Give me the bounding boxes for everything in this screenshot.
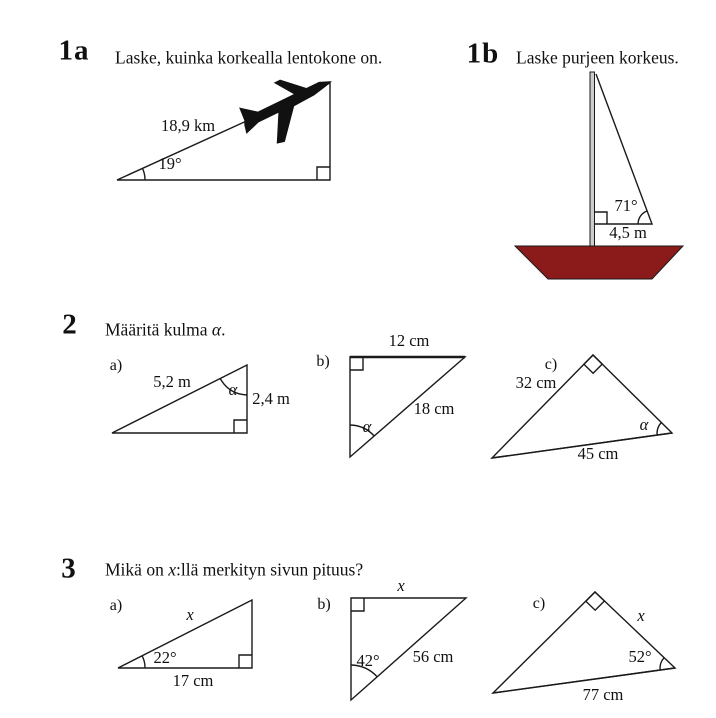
label-3c-base: 77 cm xyxy=(582,685,624,704)
label-2a-hypotenuse: 5,2 m xyxy=(153,372,191,391)
angle-arc-2c xyxy=(657,423,661,436)
label-1b-base: 4,5 m xyxy=(609,223,647,242)
label-2c-base: 45 cm xyxy=(577,444,619,463)
right-angle-mark-3b xyxy=(351,598,364,611)
problem-2-number: 2 xyxy=(62,308,78,341)
label-3a-x: x xyxy=(186,605,194,624)
figure-1b-sailboat xyxy=(515,72,683,279)
label-2b-top: 12 cm xyxy=(388,331,430,350)
right-angle-mark-1a xyxy=(317,167,330,180)
angle-arc-3c xyxy=(660,658,664,670)
part-label-3c: c) xyxy=(532,595,546,612)
part-label-2c: c) xyxy=(544,356,558,373)
label-2b-alpha: α xyxy=(362,417,372,436)
label-3b-angle: 42° xyxy=(356,651,380,670)
problem-2-title-suffix: . xyxy=(221,319,226,340)
label-3c-x: x xyxy=(637,606,645,625)
part-label-2a: a) xyxy=(109,357,123,374)
problem-2-title-prefix: Määritä kulma xyxy=(105,319,212,340)
problem-1b-number: 1b xyxy=(466,37,500,70)
part-label-3a: a) xyxy=(109,597,123,614)
problem-1a-number: 1a xyxy=(58,34,90,67)
label-2b-hypotenuse: 18 cm xyxy=(413,399,455,418)
right-angle-diamond-3c xyxy=(586,592,605,610)
right-angle-mark-2a xyxy=(234,420,247,433)
angle-arc-1a xyxy=(143,168,146,180)
problem-1a-title: Laske, kuinka korkealla lentokone on. xyxy=(115,47,383,68)
label-3b-x: x xyxy=(397,576,405,595)
label-2c-side: 32 cm xyxy=(515,373,557,392)
problem-3-title-prefix: Mikä on xyxy=(105,559,169,580)
figure-3a-triangle xyxy=(118,600,252,668)
right-angle-mark-3a xyxy=(239,655,252,668)
label-3a-angle: 22° xyxy=(153,648,177,667)
figure-3c-triangle xyxy=(493,592,675,693)
sailboat-hull-icon xyxy=(515,246,683,279)
figure-1a-triangle xyxy=(117,60,347,180)
triangle-3a xyxy=(118,600,252,668)
problem-3-title-suffix: :llä merkityn sivun pituus? xyxy=(175,559,364,580)
right-angle-mark-2b xyxy=(350,357,363,370)
right-angle-mark-1b xyxy=(594,212,607,224)
part-label-2b: b) xyxy=(316,353,330,370)
label-1a-hypotenuse: 18,9 km xyxy=(160,116,216,135)
figure-2c-triangle xyxy=(492,355,672,458)
label-1b-angle: 71° xyxy=(614,196,638,215)
label-2a-alpha: α xyxy=(228,380,238,399)
label-2a-side: 2,4 m xyxy=(252,389,290,408)
problem-2-title xyxy=(105,320,225,341)
label-3b-hypotenuse: 56 cm xyxy=(412,647,454,666)
label-1a-angle: 19° xyxy=(158,154,182,173)
triangle-2c xyxy=(492,355,672,458)
label-3a-base: 17 cm xyxy=(172,671,214,690)
triangle-3c xyxy=(493,592,675,693)
angle-arc-3a xyxy=(142,656,145,668)
part-label-3b: b) xyxy=(317,596,331,613)
problem-3-number: 3 xyxy=(61,552,77,585)
right-angle-diamond-2c xyxy=(584,355,602,373)
problem-3-title xyxy=(105,560,363,581)
problem-1b-title: Laske purjeen korkeus. xyxy=(516,47,679,68)
mast xyxy=(590,72,595,246)
label-2c-alpha: α xyxy=(639,415,649,434)
problem-3-title-x: x xyxy=(168,559,176,580)
label-3c-angle: 52° xyxy=(628,647,652,666)
problem-2-title-alpha: α xyxy=(211,319,222,340)
